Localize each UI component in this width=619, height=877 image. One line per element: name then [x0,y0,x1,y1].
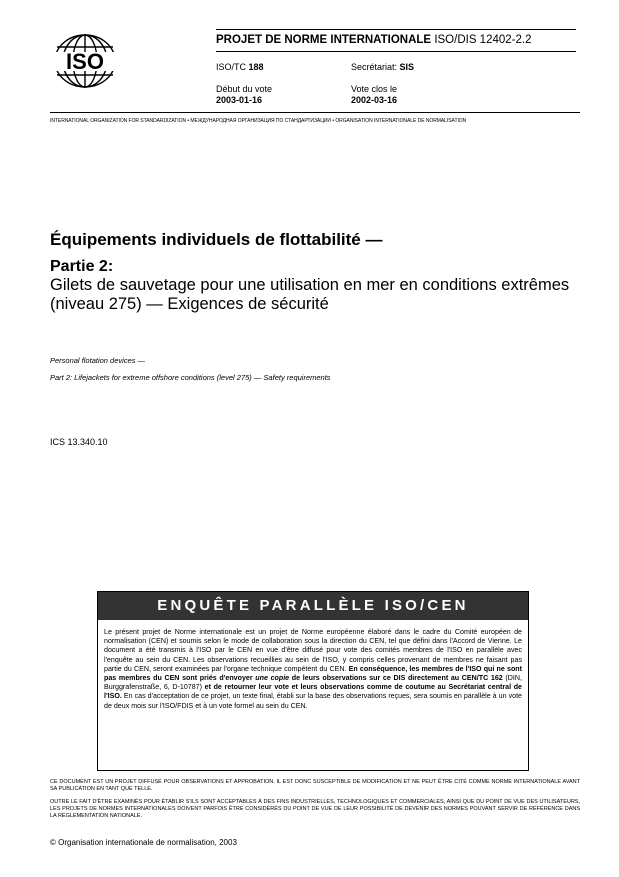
iso-logo [50,33,120,89]
enquiry-banner: ENQUÊTE PARALLÈLE ISO/CEN [98,592,528,620]
enquiry-text: Le présent projet de Norme internationale est un projet de Norme européenne élaboré dans le cadre du Comité européen de normalisation (CEN) et soumis selon le mode de collaboration sous la direction du CEN, tel que défini dans l'Accord de Vienne. Le document a été transmis à l'ISO par le CEN en vue d'être diffusé pour vote des comités membres de l'ISO en parallèle avec l'enquête au sein du CEN. Les observations recueillies au sein de l'ISO, y compris celles provenant de membres ne faisant pas partie du CEN, seront examinées par l'organe technique compétent du CEN. En conséquence, les membres de l'ISO qui ne sont pas membres du CEN sont priés d'envoyer une copie de leurs observations sur ce DIS directement au CEN/TC 162 (DIN, Burggrafenstraße, 6, D-10787) et de retourner leur vote et leurs observations comme de coutume au Secrétariat central de l'ISO. En cas d'acceptation de ce projet, un texte final, établi sur la base des observations reçues, sera soumis en parallèle à un vote de deux mois sur l'ISO/FDIS et à un vote formel au sein du CEN. [104,628,522,710]
header-mid-rule [216,51,576,52]
ics-code: ICS 13.340.10 [50,437,108,447]
part-subtitle: Gilets de sauvetage pour une utilisation en mer en conditions extrêmes (niveau 275) — Exigences de sécurité [50,276,570,313]
document-reference: ISO/DIS 12402-2.2 [434,34,532,46]
technical-committee: ISO/TC 188 [216,62,264,72]
disclaimer-regulation: OUTRE LE FAIT D'ÊTRE EXAMINÉS POUR ÉTABLIR S'ILS SONT ACCEPTABLES À DES FINS INDUSTRIELLES, TECHNOLOGIQUES ET COMMERCIALES, AINSI QUE DU POINT DE VUE DES UTILISATEURS, LES PROJETS DE NORMES INTERNATIONALES DOIVENT PARFOIS ÊTRE CONSIDÉRÉS DU POINT DE VUE DE LEUR POSSIBILITÉ DE DEVENIR DES NORMES POUVANT SERVIR DE RÉFÉRENCE DANS LA RÉGLEMENTATION NATIONALE. [50,799,580,819]
vote-end: Vote clos le 2002-03-16 [351,84,398,105]
main-title: Équipements individuels de flottabilité — [50,230,383,249]
english-title-line1: Personal flotation devices — [50,356,146,365]
parallel-enquiry-box [97,591,529,771]
english-title-line2: Part 2: Lifejackets for extreme offshore conditions (level 275) — Safety requirements [50,373,331,382]
copyright: © Organisation internationale de normalisation, 2003 [50,838,237,847]
tc-number: 188 [248,62,264,72]
header-top-rule [216,29,576,30]
organizations-line: INTERNATIONAL ORGANIZATION FOR STANDARDIZATION • МЕЖДУНАРОДНАЯ ОРГАНИЗАЦИЯ ПО СТАНДАРТИЗАЦИИ • ORGANISATION INTERNATIONALE DE NORMALISATION [50,118,467,124]
iso-logo-text: ISO [66,49,104,74]
vote-start-date: 2003-01-16 [216,95,263,105]
part-label: Partie 2: [50,258,114,275]
vote-end-date: 2002-03-16 [351,95,398,105]
secretariat-value: SIS [399,62,415,72]
header-bottom-rule [50,112,580,113]
vote-start: Début du vote 2003-01-16 [216,84,273,105]
secretariat: Secrétariat: SIS [351,62,415,72]
document-header-title [216,34,531,46]
draft-label: PROJET DE NORME INTERNATIONALE [216,34,432,46]
disclaimer-draft: CE DOCUMENT EST UN PROJET DIFFUSÉ POUR OBSERVATIONS ET APPROBATION. IL EST DONC SUSCEPTIBLE DE MODIFICATION ET NE PEUT ÊTRE CITÉ COMME NORME INTERNATIONALE AVANT SA PUBLICATION EN TANT QUE TELLE. [50,779,580,792]
